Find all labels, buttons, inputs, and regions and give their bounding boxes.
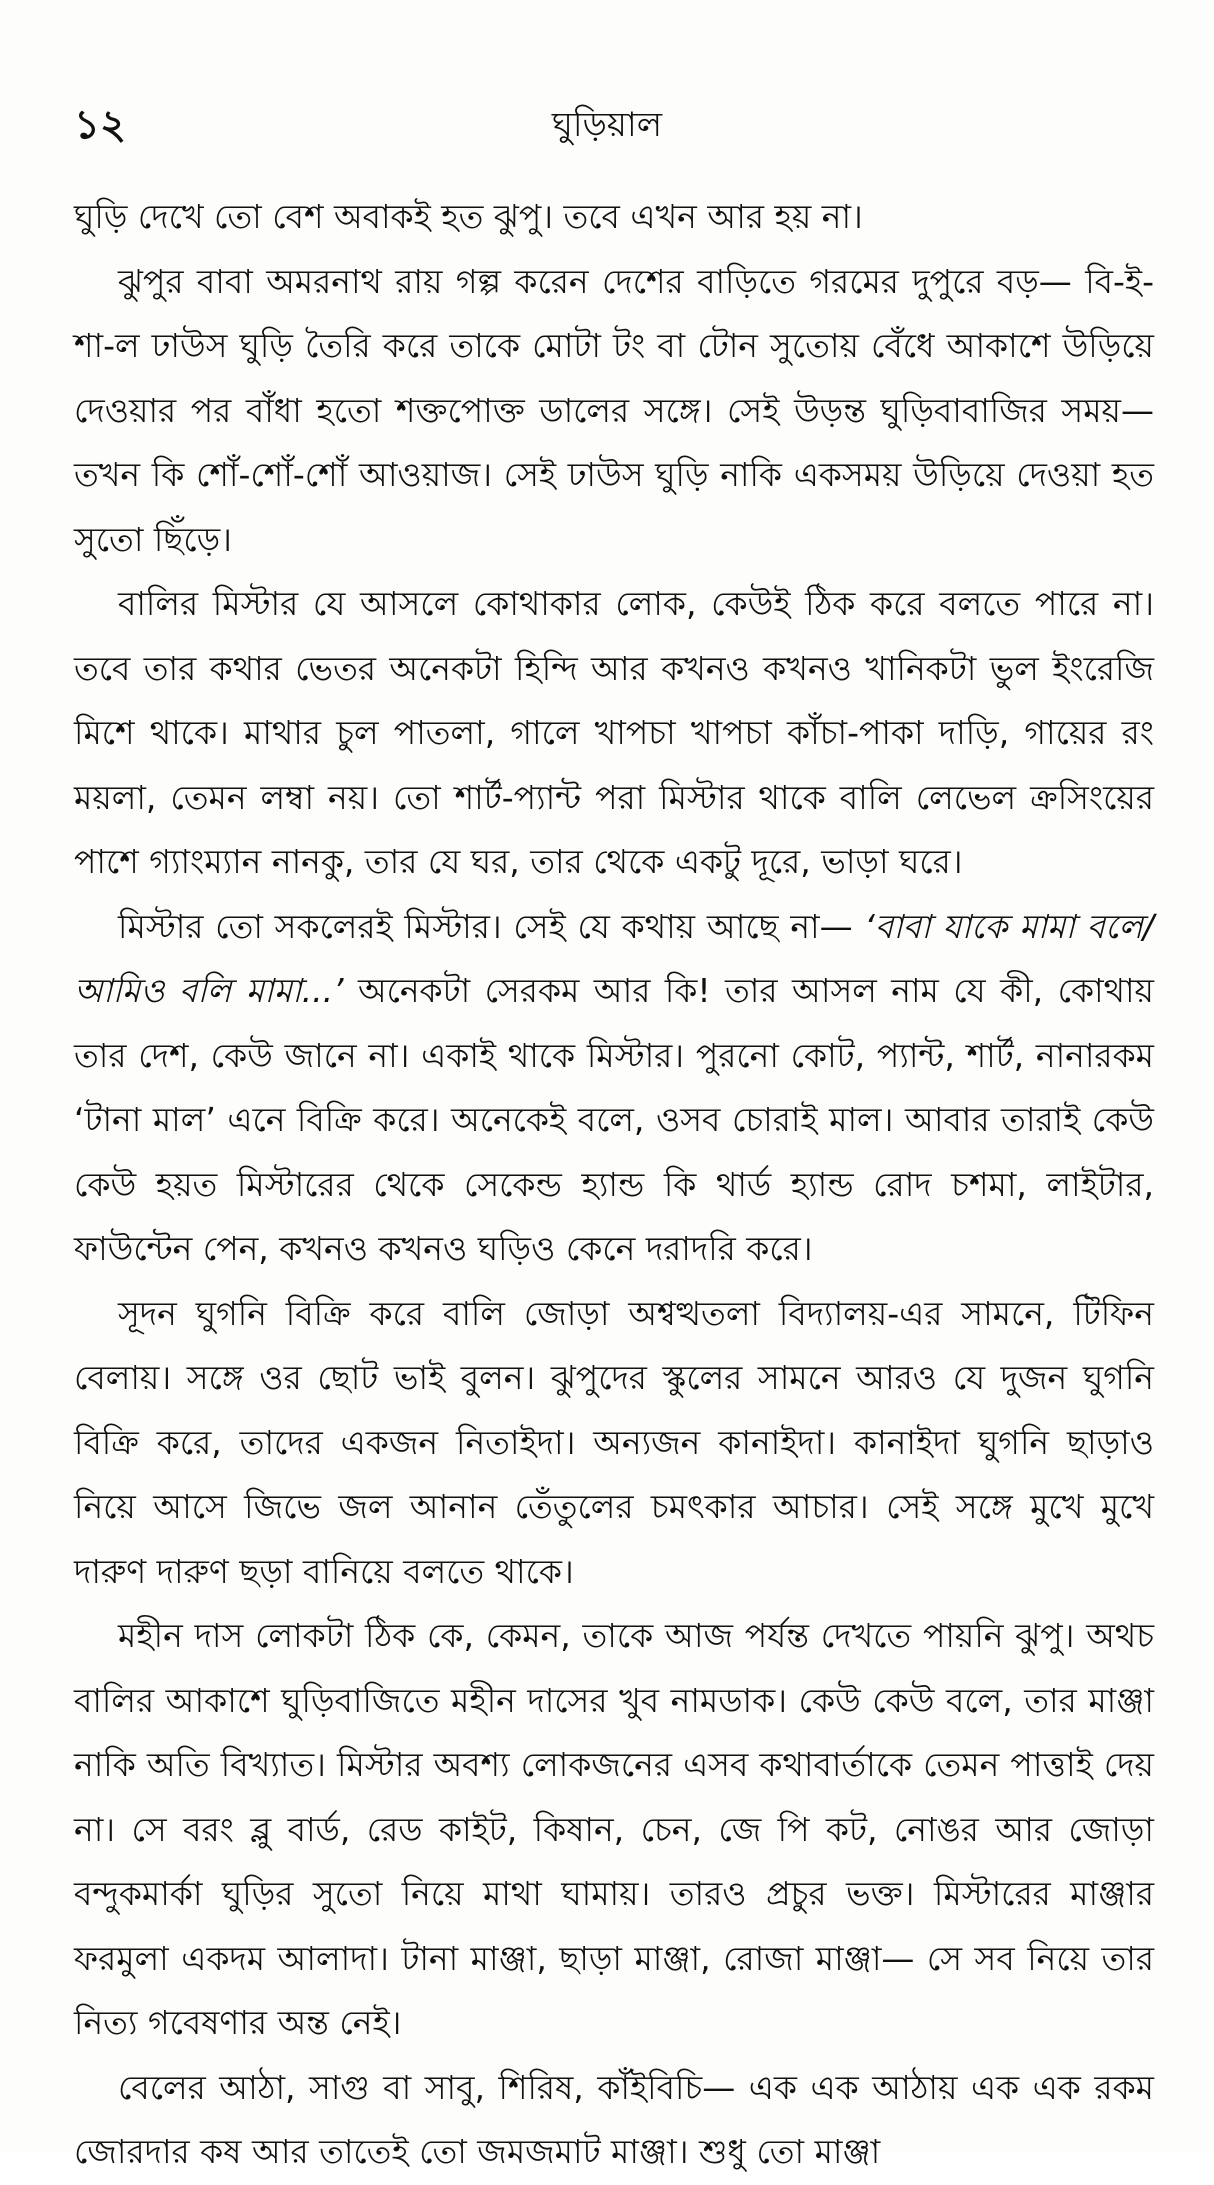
paragraph: ঘুড়ি দেখে তো বেশ অবাকই হত ঝুপু। তবে এখন আর হয় না। xyxy=(74,197,863,236)
paragraph: মহীন দাস লোকটা ঠিক কে, কেমন, তাকে আজ পর্যন্ত দেখতে পায়নি ঝুপু। অথচ বালির আকাশে ঘুড়িবাজিতে মহীন দাসের খুব নামডাক। কেউ কেউ বলে, তার মাঞ্জা নাকি অতি বিখ্যাত। মিস্টার অবশ্য লোকজনের এসব কথাবার্তাকে তেমন পাত্তাই দেয় না। সে বরং ব্লু বার্ড, রেড কাইট, কিষান, চেন, জে পি কট, নোঙর আর জোড়া বন্দুকমার্কা ঘুড়ির সুতো নিয়ে মাথা ঘামায়। তারও প্রচুর ভক্ত। মিস্টারের মাঞ্জার ফরমুলা একদম আলাদা। টানা মাঞ্জা, ছাড়া মাঞ্জা, রোজা মাঞ্জা— সে সব নিয়ে তার নিত্য গবেষণার অন্ত নেই। xyxy=(74,1616,1154,2042)
paragraph: সূদন ঘুগনি বিক্রি করে বালি জোড়া অশ্বত্থতলা বিদ্যালয়-এর সামনে, টিফিন বেলায়। সঙ্গে ওর ছোট ভাই বুলন। ঝুপুদের স্কুলের সামনে আরও যে দুজন ঘুগনি বিক্রি করে, তাদের একজন নিতাইদা। অন্যজন কানাইদা। কানাইদা ঘুগনি ছাড়াও নিয়ে আসে জিভে জল আনান তেঁতুলের চমৎকার আচার। সেই সঙ্গে মুখে মুখে দারুণ দারুণ ছড়া বানিয়ে বলতে থাকে। xyxy=(74,1293,1154,1591)
rhyme-quote: ‘বাবা যাকে মামা বলে/ আমিও বলি মামা...’ xyxy=(74,906,1154,1010)
paragraph xyxy=(74,895,1154,1282)
page-header xyxy=(0,95,1214,155)
page-number: ১২ xyxy=(74,102,126,148)
paragraph: বালির মিস্টার যে আসলে কোথাকার লোক, কেউই ঠিক করে বলতে পারে না। তবে তার কথার ভেতর অনেকটা হিন্দি আর কখনও কখনও খানিকটা ভুল ইংরেজি মিশে থাকে। মাথার চুল পাতলা, গালে খাপচা খাপচা কাঁচা-পাকা দাড়ি, গায়ের রং ময়লা, তেমন লম্বা নয়। তো শার্ট-প্যান্ট পরা মিস্টার থাকে বালি লেভেল ক্রসিংয়ের পাশে গ্যাংম্যান নানকু, তার যে ঘর, তার থেকে একটু দূরে, ভাড়া ঘরে। xyxy=(74,584,1154,881)
paragraph-text: অনেকটা সেরকম আর কি! তার আসল নাম যে কী, কোথায় তার দেশ, কেউ জানে না। একাই থাকে মিস্টার। পুরনো কোট, প্যান্ট, শার্ট, নানারকম ‘টানা মাল’ এনে বিক্রি করে। অনেকেই বলে, ওসব চোরাই মাল। আবার তারাই কেউ কেউ হয়ত মিস্টারের থেকে সেকেন্ড হ্যান্ড কি থার্ড হ্যান্ড রোদ চশমা, লাইটার, ফাউন্টেন পেন, কখনও কখনও ঘড়িও কেনে দরাদরি করে। xyxy=(74,971,1154,1268)
body-text xyxy=(74,185,1154,2185)
paragraph: ঝুপুর বাবা অমরনাথ রায় গল্প করেন দেশের বাড়িতে গরমের দুপুরে বড়— বি-ই-শা-ল ঢাউস ঘুড়ি তৈরি করে তাকে মোটা টং বা টোন সুতোয় বেঁধে আকাশে উড়িয়ে দেওয়ার পর বাঁধা হতো শক্তপোক্ত ডালের সঙ্গে। সেই উড়ন্ত ঘুড়িবাবাজির সময়— তখন কি শোঁ-শোঁ-শোঁ আওয়াজ। সেই ঢাউস ঘুড়ি নাকি একসময় উড়িয়ে দেওয়া হত সুতো ছিঁড়ে। xyxy=(74,261,1154,559)
running-title: ঘুড়িয়াল xyxy=(551,105,663,145)
paragraph-text: মিস্টার তো সকলেরই মিস্টার। সেই যে কথায় আছে না— xyxy=(118,906,865,946)
paragraph: বেলের আঠা, সাগু বা সাবু, শিরিষ, কাঁইবিচি— এক এক আঠায় এক এক রকম জোরদার কষ আর তাতেই তো জমজমাট মাঞ্জা। শুধু তো মাঞ্জা xyxy=(74,2067,1154,2171)
